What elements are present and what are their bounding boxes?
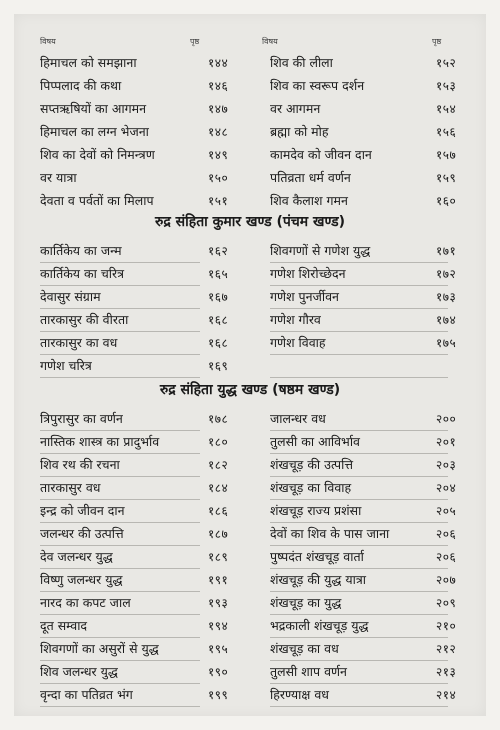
toc-row	[40, 309, 480, 332]
toc-row	[40, 638, 480, 661]
toc-entry-page: २१०	[436, 619, 457, 633]
toc-entry-title	[270, 355, 448, 378]
toc-entry-title: तुलसी का आविर्भाव	[270, 431, 448, 454]
toc-entry-title: शंखचूड़ का वध	[270, 638, 448, 661]
toc-entry-title: शंखचूड़ की युद्ध यात्रा	[270, 569, 448, 592]
toc-entry-page: १९०	[208, 665, 229, 679]
toc-entry-title: शिव कैलाश गमन	[270, 193, 348, 208]
toc-entry-title: नास्तिक शास्त्र का प्रादुर्भाव	[40, 431, 200, 454]
toc-entry-title: शिवगणों का असुरों से युद्ध	[40, 638, 200, 661]
toc-row	[40, 592, 480, 615]
toc-entry-page: १४९	[208, 148, 229, 162]
toc-entry-page: १४७	[208, 102, 229, 116]
toc-entry-page: १५२	[436, 56, 457, 70]
toc-row	[40, 240, 480, 263]
section-heading: रुद्र संहिता युद्ध खण्ड (षष्ठम खण्ड)	[159, 382, 341, 398]
toc-entry-page: २१४	[436, 688, 457, 702]
toc-row	[40, 408, 480, 431]
toc-row	[40, 454, 480, 477]
toc-entry-title: हिमाचल को समझाना	[40, 55, 137, 70]
toc-block-1	[40, 52, 480, 213]
toc-entry-page: १९९	[208, 688, 229, 702]
toc-entry-page: १६८	[208, 336, 229, 350]
toc-entry-title: कामदेव को जीवन दान	[270, 147, 372, 162]
toc-row	[40, 477, 480, 500]
toc-entry-page: १९४	[208, 619, 229, 633]
toc-entry-page: २१२	[436, 642, 457, 656]
toc-entry-title: कार्तिकेय का चरित्र	[40, 263, 200, 286]
toc-entry-title: गणेश पुनर्जीवन	[270, 286, 448, 309]
toc-entry-page: १८२	[208, 458, 229, 472]
toc-entry-title: ब्रह्मा को मोह	[270, 124, 329, 139]
toc-entry-title: पतिव्रता धर्म वर्णन	[270, 170, 351, 185]
toc-entry-title: दूत सम्वाद	[40, 615, 200, 638]
toc-entry-page: १४८	[208, 125, 229, 139]
toc-entry-title: वर यात्रा	[40, 170, 77, 185]
toc-entry-page: १६७	[208, 290, 229, 304]
toc-entry-title: देवों का शिव के पास जाना	[270, 523, 448, 546]
toc-entry-title: जलन्धर की उत्पत्ति	[40, 523, 200, 546]
toc-entry-title: त्रिपुरासुर का वर्णन	[40, 408, 200, 431]
toc-section-yuddh-khand	[40, 408, 480, 707]
toc-entry-page: १८६	[208, 504, 229, 518]
toc-entry-page: १५६	[436, 125, 457, 139]
book-page	[14, 14, 486, 716]
toc-row	[40, 523, 480, 546]
toc-entry-title: गणेश शिरोच्छेदन	[270, 263, 448, 286]
toc-entry-page: १७१	[436, 244, 457, 258]
toc-entry-page: १५४	[436, 102, 457, 116]
toc-row	[40, 615, 480, 638]
toc-entry-title: वर आगमन	[270, 101, 321, 116]
toc-row	[40, 121, 480, 144]
toc-entry-page: २०१	[436, 435, 457, 449]
toc-entry-title: शंखचूड़ की उत्पत्ति	[270, 454, 448, 477]
toc-entry-title: शंखचूड़ राज्य प्रशंसा	[270, 500, 448, 523]
toc-row	[40, 332, 480, 355]
toc-row	[40, 684, 480, 707]
toc-entry-title: शिवगणों से गणेश युद्ध	[270, 240, 448, 263]
toc-entry-title: इन्द्र को जीवन दान	[40, 500, 200, 523]
toc-entry-page: १५३	[436, 79, 457, 93]
toc-row	[40, 569, 480, 592]
toc-entry-title: गणेश चरित्र	[40, 355, 200, 378]
toc-row	[40, 98, 480, 121]
toc-entry-title: शिव का देवों को निमन्त्रण	[40, 147, 155, 162]
toc-entry-title: गणेश विवाह	[270, 332, 448, 355]
toc-entry-title: शंखचूड़ का युद्ध	[270, 592, 448, 615]
toc-entry-title: नारद का कपट जाल	[40, 592, 200, 615]
toc-entry-page: १७२	[436, 267, 457, 281]
column-header	[40, 36, 460, 50]
toc-entry-page: १६०	[436, 194, 457, 208]
toc-entry-title: हिमाचल का लग्न भेजना	[40, 124, 149, 139]
toc-entry-page: १४४	[208, 56, 229, 70]
header-topic-label: विषय	[40, 37, 56, 46]
toc-entry-title: तारकासुर का वध	[40, 332, 200, 355]
toc-entry-page: २०३	[436, 458, 457, 472]
toc-entry-page: १९५	[208, 642, 229, 656]
toc-entry-title: गणेश गौरव	[270, 309, 448, 332]
header-page-label: पृष्ठ	[432, 37, 442, 46]
toc-row	[40, 431, 480, 454]
toc-row	[40, 75, 480, 98]
toc-entry-page: १७३	[436, 290, 457, 304]
header-page-label: पृष्ठ	[190, 37, 200, 46]
toc-entry-page: १६८	[208, 313, 229, 327]
toc-entry-title: शिव रथ की रचना	[40, 454, 200, 477]
toc-entry-page: १७८	[208, 412, 229, 426]
toc-entry-page: १७५	[436, 336, 457, 350]
toc-entry-page: २००	[436, 412, 457, 426]
toc-entry-title: जालन्धर वध	[270, 408, 448, 431]
toc-entry-page: २०५	[436, 504, 457, 518]
section-heading: रुद्र संहिता कुमार खण्ड (पंचम खण्ड)	[155, 214, 345, 230]
toc-entry-page: १५१	[208, 194, 229, 208]
toc-entry-page: १९३	[208, 596, 229, 610]
toc-row	[40, 500, 480, 523]
toc-entry-title: देव जलन्धर युद्ध	[40, 546, 200, 569]
toc-entry-page: १४६	[208, 79, 229, 93]
toc-entry-page: १८७	[208, 527, 229, 541]
toc-entry-title: कार्तिकेय का जन्म	[40, 240, 200, 263]
toc-entry-title: शिव का स्वरूप दर्शन	[270, 78, 365, 93]
toc-entry-page: १५७	[436, 148, 457, 162]
toc-row	[40, 263, 480, 286]
toc-entry-page: १५९	[436, 171, 457, 185]
toc-entry-title: हिरण्याक्ष वध	[270, 684, 448, 707]
toc-entry-title: पुष्पदंत शंखचूड़ वार्ता	[270, 546, 448, 569]
toc-row	[40, 355, 480, 378]
toc-section-kumar-khand	[40, 240, 480, 378]
toc-row	[40, 286, 480, 309]
toc-entry-title: तारकासुर की वीरता	[40, 309, 200, 332]
toc-entry-page: २१३	[436, 665, 457, 679]
toc-entry-title: वृन्दा का पतिव्रत भंग	[40, 684, 200, 707]
toc-entry-page: २०७	[436, 573, 457, 587]
toc-row	[40, 661, 480, 684]
toc-entry-page: १७४	[436, 313, 457, 327]
toc-entry-page: २०६	[436, 550, 457, 564]
toc-entry-page	[436, 355, 486, 377]
toc-entry-title: तुलसी शाप वर्णन	[270, 661, 448, 684]
toc-entry-title: शंखचूड़ का विवाह	[270, 477, 448, 500]
toc-entry-title: पिप्पलाद की कथा	[40, 78, 122, 93]
toc-entry-page: १६२	[208, 244, 229, 258]
toc-entry-page: १८९	[208, 550, 229, 564]
toc-entry-page: १८४	[208, 481, 229, 495]
toc-entry-page: २०४	[436, 481, 457, 495]
toc-entry-title: देवता व पर्वतों का मिलाप	[40, 193, 154, 208]
toc-entry-title: शिव जलन्धर युद्ध	[40, 661, 200, 684]
toc-entry-page: १६९	[208, 359, 229, 373]
toc-row	[40, 144, 480, 167]
toc-entry-page: १९१	[208, 573, 229, 587]
toc-row	[40, 546, 480, 569]
toc-entry-page: १५०	[208, 171, 229, 185]
toc-entry-title: सप्तऋषियों का आगमन	[40, 101, 147, 116]
toc-entry-page: १८०	[208, 435, 229, 449]
toc-entry-title: तारकासुर वध	[40, 477, 200, 500]
toc-entry-title: शिव की लीला	[270, 55, 333, 70]
toc-entry-title: भद्रकाली शंखचूड़ युद्ध	[270, 615, 448, 638]
header-topic-label: विषय	[262, 37, 278, 46]
toc-entry-page: २०९	[436, 596, 457, 610]
toc-row	[40, 167, 480, 190]
toc-row	[40, 52, 480, 75]
toc-entry-page: १६५	[208, 267, 229, 281]
toc-entry-page: २०६	[436, 527, 457, 541]
toc-entry-title: देवासुर संग्राम	[40, 286, 200, 309]
toc-entry-title: विष्णु जलन्धर युद्ध	[40, 569, 200, 592]
